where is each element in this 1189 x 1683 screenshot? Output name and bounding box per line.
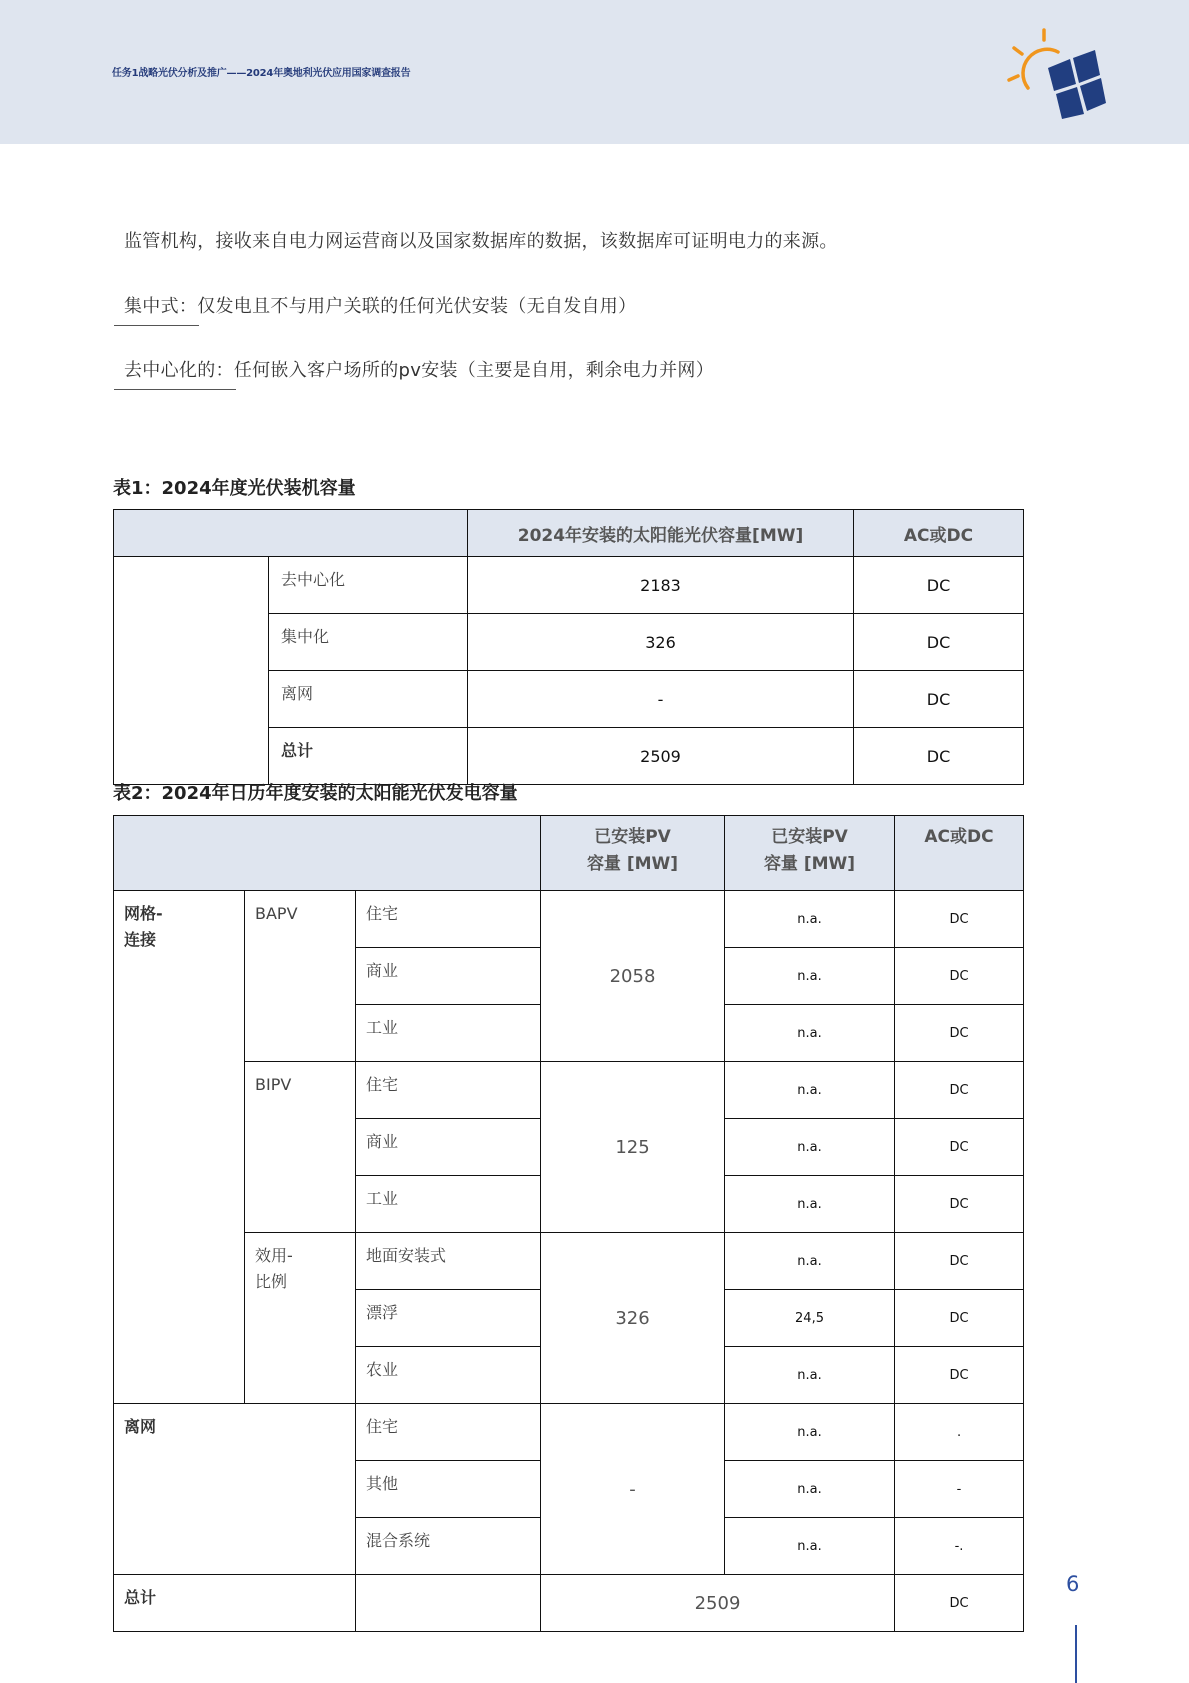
row-acdc: -. — [895, 1518, 1024, 1575]
table1 — [113, 509, 1024, 785]
intro-line-1: 监管机构，接收来自电力网运营商以及国家数据库的数据，该数据库可证明电力的来源。 — [124, 231, 838, 252]
table2-header-capacity-2 — [725, 816, 895, 891]
group-grid-connected — [114, 891, 245, 1404]
row-acdc: DC — [895, 1347, 1024, 1404]
subgroup-bapv: BAPV — [245, 891, 356, 1062]
row-label: 工业 — [356, 1005, 541, 1062]
table1-header-acdc: AC或DC — [854, 510, 1024, 557]
table1-row-acdc: DC — [854, 557, 1024, 614]
table1-row-label: 集中化 — [269, 614, 468, 671]
solar-panel-sun-logo — [1000, 26, 1110, 122]
row-value: 24,5 — [725, 1290, 895, 1347]
table2-header-blank — [114, 816, 541, 891]
table1-row-label: 去中心化 — [269, 557, 468, 614]
row-label: 地面安装式 — [356, 1233, 541, 1290]
row-label: 漂浮 — [356, 1290, 541, 1347]
row-label: 住宅 — [356, 1404, 541, 1461]
header-line: 容量 [MW] — [586, 854, 679, 874]
table2 — [113, 815, 1024, 1632]
row-label: 混合系统 — [356, 1518, 541, 1575]
bapv-total-capacity: 2058 — [541, 891, 725, 1062]
header-line: 已安装PV — [594, 827, 671, 847]
row-value: n.a. — [725, 1233, 895, 1290]
row-value: n.a. — [725, 1176, 895, 1233]
row-label: 商业 — [356, 948, 541, 1005]
table2-total-label: 总计 — [114, 1575, 356, 1632]
header-title: 任务1战略光伏分析及推广——2024年奥地利光伏应用国家调查报告 — [112, 68, 411, 79]
row-acdc: DC — [895, 1005, 1024, 1062]
definition-centralized: 仅发电且不与用户关联的任何光伏安装（无自发自用） — [197, 296, 637, 317]
intro-line-2 — [124, 292, 636, 318]
row-value: n.a. — [725, 1119, 895, 1176]
table1-total-acdc: DC — [854, 728, 1024, 785]
group-label-line: 网格- — [124, 904, 163, 923]
row-acdc: DC — [895, 891, 1024, 948]
intro-line-3 — [124, 356, 714, 382]
page-header — [0, 0, 1189, 144]
subgroup-utility-scale — [245, 1233, 356, 1404]
row-acdc: DC — [895, 1290, 1024, 1347]
group-off-grid: 离网 — [114, 1404, 356, 1575]
row-value: n.a. — [725, 1347, 895, 1404]
row-label: 其他 — [356, 1461, 541, 1518]
table1-total-value: 2509 — [468, 728, 854, 785]
utility-total-capacity: 326 — [541, 1233, 725, 1404]
table-row — [114, 1233, 1024, 1290]
row-value: n.a. — [725, 1062, 895, 1119]
table1-row-value: - — [468, 671, 854, 728]
row-label: 住宅 — [356, 891, 541, 948]
header-line: 已安装PV — [771, 827, 848, 847]
table1-header-capacity: 2024年安装的太阳能光伏容量[MW] — [468, 510, 854, 557]
table1-row-label: 离网 — [269, 671, 468, 728]
table1-header-blank — [114, 510, 468, 557]
row-label: 工业 — [356, 1176, 541, 1233]
term-decentralized: 去中心化的： — [124, 356, 234, 382]
table1-row-value: 326 — [468, 614, 854, 671]
term-centralized: 集中式： — [124, 292, 197, 318]
table2-total-acdc: DC — [895, 1575, 1024, 1632]
table1-row-acdc: DC — [854, 614, 1024, 671]
table-row — [114, 891, 1024, 948]
table-row — [114, 557, 1024, 614]
table2-caption: 表2：2024年日历年度安装的太阳能光伏发电容量 — [113, 783, 518, 804]
header-line: 容量 [MW] — [763, 854, 856, 874]
page-number-rule — [1075, 1625, 1077, 1683]
table2-header-row — [114, 816, 1024, 891]
table1-header-row — [114, 510, 1024, 557]
row-acdc: DC — [895, 1176, 1024, 1233]
page-number: 6 — [1066, 1572, 1080, 1596]
table2-total-blank — [356, 1575, 541, 1632]
bipv-total-capacity: 125 — [541, 1062, 725, 1233]
table2-header-capacity-1 — [541, 816, 725, 891]
table1-blank-cell — [114, 557, 269, 785]
group-label-line: 连接 — [124, 930, 157, 949]
table-row — [114, 1062, 1024, 1119]
row-value: n.a. — [725, 1005, 895, 1062]
subgroup-bipv: BIPV — [245, 1062, 356, 1233]
row-label: 农业 — [356, 1347, 541, 1404]
row-value: n.a. — [725, 891, 895, 948]
offgrid-total-capacity: - — [541, 1404, 725, 1575]
row-acdc: - — [895, 1461, 1024, 1518]
table-row — [114, 1404, 1024, 1461]
definition-decentralized: 任何嵌入客户场所的pv安装（主要是自用，剩余电力并网） — [233, 360, 714, 381]
table1-row-acdc: DC — [854, 671, 1024, 728]
table1-total-label: 总计 — [269, 728, 468, 785]
subgroup-label-line: 效用- — [255, 1246, 293, 1265]
row-value: n.a. — [725, 948, 895, 1005]
table2-total-value: 2509 — [541, 1575, 895, 1632]
subgroup-label-line: 比例 — [255, 1272, 288, 1291]
row-acdc: DC — [895, 948, 1024, 1005]
table1-caption: 表1：2024年度光伏装机容量 — [113, 478, 356, 499]
row-value: n.a. — [725, 1461, 895, 1518]
row-acdc: . — [895, 1404, 1024, 1461]
table2-header-acdc: AC或DC — [895, 816, 1024, 891]
row-acdc: DC — [895, 1233, 1024, 1290]
row-acdc: DC — [895, 1119, 1024, 1176]
row-label: 住宅 — [356, 1062, 541, 1119]
table1-row-value: 2183 — [468, 557, 854, 614]
row-acdc: DC — [895, 1062, 1024, 1119]
row-value: n.a. — [725, 1404, 895, 1461]
row-value: n.a. — [725, 1518, 895, 1575]
table2-total-row — [114, 1575, 1024, 1632]
row-label: 商业 — [356, 1119, 541, 1176]
